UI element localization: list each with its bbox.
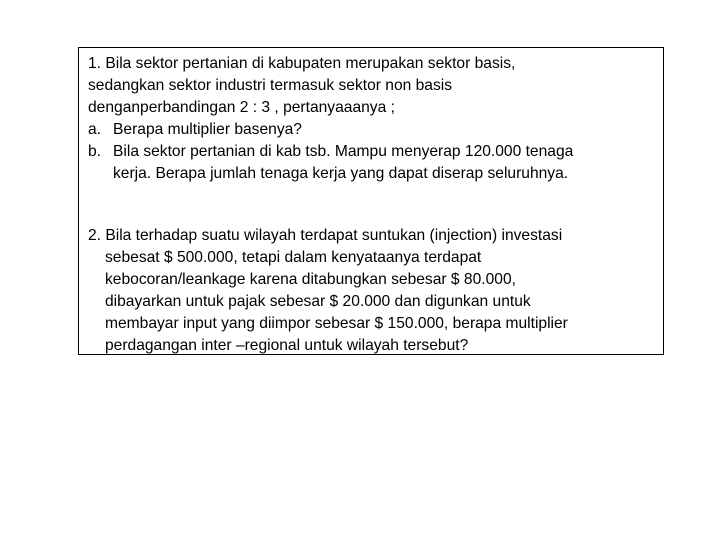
question1-item-a-text: Berapa multiplier basenya? [113,121,302,138]
question1-item-a-marker: a. [88,121,102,138]
question2-line-3: kebocoran/leankage karena ditabungkan sebesar $ 80.000, [105,271,516,288]
question2-line-6: perdagangan inter –regional untuk wilayah tersebut? [105,337,469,354]
question2-line-4: dibayarkan untuk pajak sebesar $ 20.000 dan digunkan untuk [105,293,531,310]
question1-line-3: denganperbandingan 2 : 3 , pertanyaaanya ; [88,99,395,116]
question2-line-5: membayar input yang diimpor sebesar $ 150.000, berapa multiplier [105,315,568,332]
question1-line-2: sedangkan sektor industri termasuk sektor non basis [88,77,453,94]
question1-item-b-marker: b. [88,143,102,160]
question1-line-1: 1. Bila sektor pertanian di kabupaten merupakan sektor basis, [88,55,516,72]
question1-item-b-line-2: kerja. Berapa jumlah tenaga kerja yang dapat diserap seluruhnya. [113,165,569,182]
question1-item-b-line-1: Bila sektor pertanian di kab tsb. Mampu menyerap 120.000 tenaga [113,143,574,160]
question2-line-1: 2. Bila terhadap suatu wilayah terdapat suntukan (injection) investasi [88,227,563,244]
question2-line-2: sebesat $ 500.000, tetapi dalam kenyataanya terdapat [105,249,482,266]
question-textbox [78,47,664,355]
